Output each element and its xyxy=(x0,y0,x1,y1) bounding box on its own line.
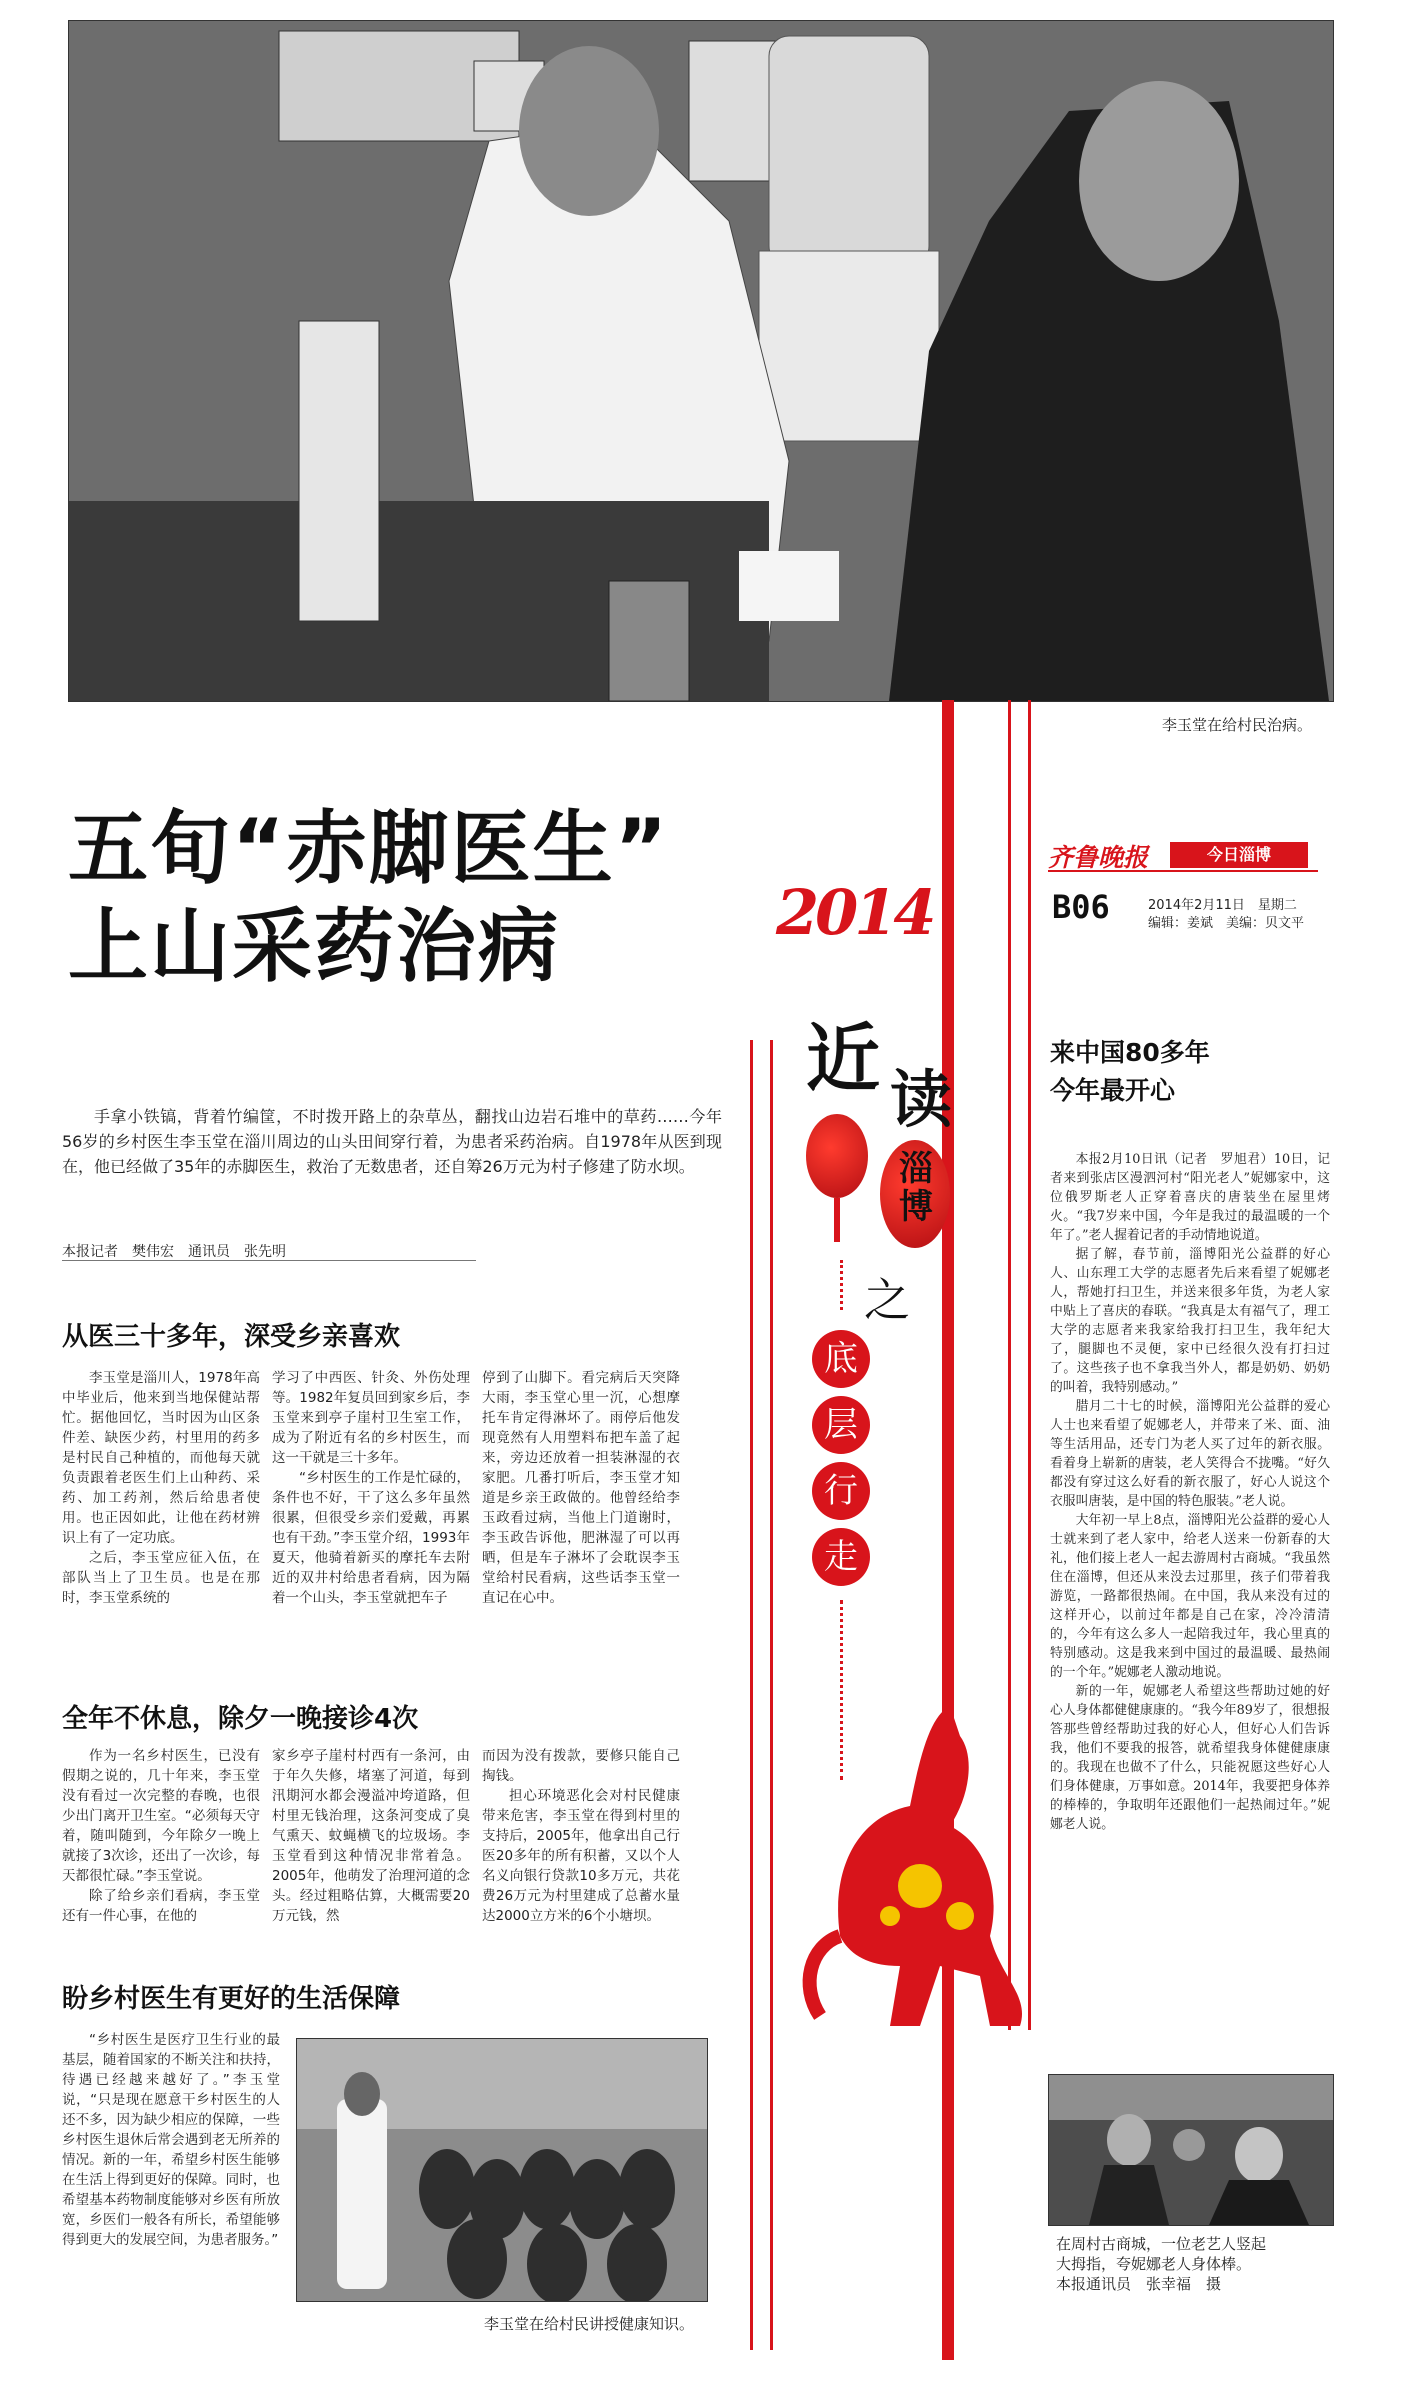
right-article-p3: 腊月二十七的时候，淄博阳光公益群的爱心人士也来看望了妮娜老人，并带来了米、面、油等生活用品，还专门为老人买了过年的新衣服。看着身上崭新的唐装，老人笑得合不拢嘴。“好久都没有穿过这么好看的新衣服了，好心人说这个衣服叫唐装，是中国的特色服装。”老人说。 xyxy=(1050,1399,1330,1509)
lead-paragraph xyxy=(62,1104,722,1179)
lantern-left-tassel xyxy=(834,1198,840,1242)
banner-char-jin: 近 xyxy=(806,1016,880,1102)
masthead-tag-text: 今日淄博 xyxy=(1206,845,1271,864)
section2-title: 全年不休息，除夕一晚接诊4次 xyxy=(62,1704,419,1734)
horse-papercut-icon xyxy=(800,1696,1024,2036)
page-number: B06 xyxy=(1052,888,1110,926)
masthead-date: 2014年2月11日 星期二 xyxy=(1148,898,1297,913)
headline-line-2: 上山采药治病 xyxy=(68,900,560,993)
section2-col1 xyxy=(62,1746,260,1926)
lead-text: 手拿小铁镐，背着竹编筐，不时拨开路上的杂草丛，翻找山边岩石堆中的草药……今年56岁的乡村医生李玉堂在淄川周边的山头田间穿行着，为患者采药治病。自1978年从医到现在，他已经做了35年的赤脚医生，救治了无数患者，还自筹26万元为村子修建了防水坝。 xyxy=(62,1107,722,1176)
right-photo-caption-line-2: 大拇指，夸妮娜老人身体棒。 xyxy=(1056,2255,1252,2273)
top-photo xyxy=(68,20,1334,702)
section2-col2-p1: 家乡亭子崖村村西有一条河，由于年久失修，堵塞了河道，每到汛期河水都会漫溢冲垮道路，但村里无钱治理，这条河变成了臭气熏天、蚊蝇横飞的垃圾场。李玉堂看到这种情况非常着急。2005年，他萌发了治理河道的念头。经过粗略估算，大概需要20万元钱，然 xyxy=(272,1748,470,1924)
section3-col1-p1: “乡村医生是医疗卫生行业的最基层，随着国家的不断关注和扶持，待遇已经越来越好了。”李玉堂说，“只是现在愿意干乡村医生的人还不多，因为缺少相应的保障，一些乡村医生退休后常会遇到老无所养的情况。新的一年，希望乡村医生能够在生活上得到更好的保障。同时，也希望基本药物制度能够对乡医有所放宽，乡医们一般各有所长，希望能够得到更大的发展空间，为患者服务。” xyxy=(62,2032,280,2248)
red-rule-thin-2 xyxy=(770,1040,773,2350)
right-article-p2: 据了解，春节前，淄博阳光公益群的好心人、山东理工大学的志愿者先后来看望了妮娜老人，帮她打扫卫生，并送来很多年货，为老人家中贴上了喜庆的春联。“我真是太有福气了，理工大学的志愿者来我家给我打扫卫生，我年纪大了，腿脚也不灵便，家中已经很久没有打扫过了。这些孩子也不拿我当外人，都是奶奶、奶奶的叫着，我特别感动。” xyxy=(1050,1247,1330,1395)
byline: 本报记者 樊伟宏 通讯员 张先明 xyxy=(62,1244,286,1260)
banner-circle-3 xyxy=(812,1462,870,1520)
banner-circle-2-text: 层 xyxy=(824,1405,858,1445)
right-article-p1: 本报2月10日讯（记者 罗旭君）10日，记者来到张店区漫泗河村“阳光老人”妮娜家中，这位俄罗斯老人正穿着喜庆的唐装坐在屋里烤火。“我7岁来中国，今年是我过的最温暖的一个年了。”老人握着记者的手动情地说道。 xyxy=(1050,1152,1330,1243)
masthead-editors: 编辑：姜斌 美编：贝文平 xyxy=(1148,916,1305,931)
right-article-title xyxy=(1050,1034,1210,1110)
section1-col1 xyxy=(62,1368,260,1608)
right-photo xyxy=(1048,2074,1334,2226)
right-photo-credit: 本报通讯员 张幸福 摄 xyxy=(1056,2275,1222,2293)
right-photo-caption xyxy=(1056,2234,1336,2294)
banner-char-zhi: 之 xyxy=(864,1273,910,1327)
red-rule-thin-1 xyxy=(750,1040,753,2350)
middle-photo xyxy=(296,2038,708,2302)
section1-col1-p2: 之后，李玉堂应征入伍，在部队当上了卫生员。也是在那时，李玉堂系统的 xyxy=(62,1550,260,1606)
photo-elderly-woman-and-artist xyxy=(1049,2075,1333,2225)
right-photo-caption-line-1: 在周村古商城，一位老艺人竖起 xyxy=(1056,2235,1267,2253)
section2-col2 xyxy=(272,1746,470,1926)
masthead-rule xyxy=(1048,870,1318,872)
section1-col2 xyxy=(272,1368,470,1608)
headline xyxy=(68,800,669,996)
banner-char-du: 读 xyxy=(890,1063,953,1136)
section1-col3 xyxy=(482,1368,680,1608)
banner-circle-1 xyxy=(812,1330,870,1388)
banner-zibo: 淄博 xyxy=(899,1149,933,1227)
middle-photo-caption: 李玉堂在给村民讲授健康知识。 xyxy=(484,2315,695,2333)
masthead-tag xyxy=(1170,842,1308,868)
section2-col3 xyxy=(482,1746,680,1926)
byline-rule xyxy=(62,1260,476,1261)
photo-doctor-treating-patient xyxy=(69,21,1333,701)
banner-year: 2014 xyxy=(776,876,933,949)
right-article-title-line-2: 今年最开心 xyxy=(1050,1076,1176,1105)
section1-col2-p1: 学习了中西医、针灸、外伤处理等。1982年复员回到家乡后，李玉堂来到亭子崖村卫生室工作，成为了附近有名的乡村医生，而这一干就是三十多年。 xyxy=(272,1370,470,1466)
section1-title: 从医三十多年，深受乡亲喜欢 xyxy=(62,1322,401,1352)
section1-col3-p1: 停到了山脚下。看完病后天突降大雨，李玉堂心里一沉，心想摩托车肯定得淋坏了。雨停后他发现竟然有人用塑料布把车盖了起来，旁边还放着一担装淋湿的衣家肥。几番打听后，李玉堂才知道是乡亲王政做的。他曾经给李玉政看过病，当他上门道谢时，李玉政告诉他，肥淋湿了可以再晒，但是车子淋坏了会耽误李玉堂给村民看病，这些话李玉堂一直记在心中。 xyxy=(482,1370,680,1606)
right-article-title-line-1: 来中国80多年 xyxy=(1050,1038,1210,1067)
top-photo-caption: 李玉堂在给村民治病。 xyxy=(1162,716,1313,734)
section2-col3-p1: 而因为没有拨款，要修只能自己掏钱。 xyxy=(482,1748,680,1784)
red-rule-main xyxy=(942,700,954,2360)
section3-title: 盼乡村医生有更好的生活保障 xyxy=(62,1984,401,2014)
banner-circle-1-text: 底 xyxy=(824,1339,858,1379)
right-article-body xyxy=(1050,1150,1330,1834)
section2-col1-p2: 除了给乡亲们看病，李玉堂还有一件心事，在他的 xyxy=(62,1888,260,1924)
right-article-p4: 大年初一早上8点，淄博阳光公益群的爱心人士就来到了老人家中，给老人送来一份新春的大礼，他们接上老人一起去游周村古商城。“我虽然住在淄博，但还从来没去过那里，孩子们带着我游览，一路都很热闹。在中国，我从来没有过的这样开心，以前过年都是自己在家，冷冷清清的，今年有这么多人一起陪我过年，我心里真的特别感动。这是我来到中国过的最温暖、最热闹的一个年。”妮娜老人激动地说。 xyxy=(1050,1513,1330,1680)
banner-circle-2 xyxy=(812,1396,870,1454)
section1-col2-p2: “乡村医生的工作是忙碌的，条件也不好，干了这么多年虽然很累，但很受乡亲们爱戴，再累也有干劲。”李玉堂介绍，1993年夏天，他骑着新买的摩托车去附近的双井村给患者看病，因为隔着一个山头，李玉堂就把车子 xyxy=(272,1470,470,1606)
section2-col1-p1: 作为一名乡村医生，已没有假期之说的，几十年来，李玉堂没有看过一次完整的春晚，也很少出门离开卫生室。“必须每天守着，随叫随到，今年除夕一晚上就接了3次诊，还出了一次诊，每天都很忙碌。”李玉堂说。 xyxy=(62,1748,260,1884)
banner-circle-3-text: 行 xyxy=(824,1471,858,1511)
lantern-left xyxy=(806,1114,868,1198)
section3-col1 xyxy=(62,2030,280,2250)
section1-col1-p1: 李玉堂是淄川人，1978年高中毕业后，他来到当地保健站帮忙。据他回忆，当时因为山区条件差、缺医少药，村里用的药多是村民自己种植的，而他每天就负责跟着老医生们上山种药、采药、加工药剂，然后给患者使用。也正因如此，让他在药材辨识上有了一定功底。 xyxy=(62,1370,260,1546)
banner-circles xyxy=(812,1330,872,1586)
banner-circle-4 xyxy=(812,1528,870,1586)
masthead-paper-name: 齐鲁晚报 xyxy=(1048,843,1149,872)
photo-health-lecture xyxy=(297,2039,707,2301)
section2-col3-p2: 担心环境恶化会对村民健康带来危害，李玉堂在得到村里的支持后，2005年，他拿出自己行医20多年的所有积蓄，又以个人名义向银行贷款10多万元，共花费26万元为村里建成了总蓄水量达2000立方米的6个小塘坝。 xyxy=(482,1788,680,1924)
right-article-p5: 新的一年，妮娜老人希望这些帮助过她的好心人身体都健健康康的。“我今年89岁了，很想报答那些曾经帮助过我的好心人，但好心人们告诉我，他们不要我的报答，就希望我身体健健康康的。我现在也做不了什么，只能祝愿这些好心人们身体健康，万事如意。2014年，我要把身体养的棒棒的，争取明年还跟他们一起热闹过年。”妮娜老人说。 xyxy=(1050,1684,1330,1832)
banner-dots-upper xyxy=(840,1260,843,1310)
headline-line-1: 五旬“赤脚医生” xyxy=(68,802,670,895)
red-rule-thin-4 xyxy=(1028,700,1031,2030)
banner-circle-4-text: 走 xyxy=(824,1537,858,1577)
